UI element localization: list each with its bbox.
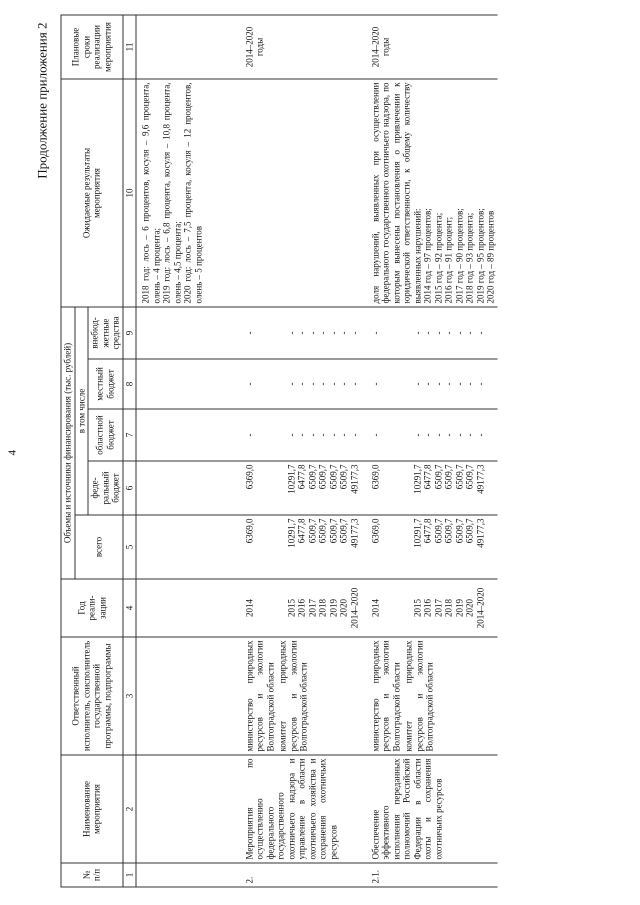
responsible-ministry: министерство природных ресурсов и экологии Волгоградской области [243,640,275,751]
col-number: 3 [122,637,136,755]
years-list: 2014 2015 2016 2017 2018 2019 2020 2014–2020 [236,579,362,637]
federal-values: 6369,0 10291,7 6477,8 6509,7 6509,7 6509,7 6509,7 49177,3 [362,461,497,515]
col-number: 5 [122,515,136,579]
years-list: 2014 2015 2016 2017 2018 2019 2020 2014–2020 [362,579,497,637]
program-table [60,14,497,887]
continuation-caption: Продолжение приложения 2 [34,22,49,179]
total-values: 6369,0 10291,7 6477,8 6509,7 6509,7 6509,7 6509,7 49177,3 [236,515,362,579]
header-total: всего [74,515,122,579]
header-year: Год реали- зации [61,579,123,637]
total-values: 6369,0 10291,7 6477,8 6509,7 6509,7 6509,7 6509,7 49177,3 [362,515,497,579]
regional-values: - - - - - - - - [236,409,362,461]
col-number: 11 [122,15,136,79]
header-including: в том числе [74,307,88,515]
col-number: 1 [122,863,136,887]
responsible-ministry: министерство природных ресурсов и экологии Волгоградской области [369,640,401,751]
row-number: 2. [236,863,362,887]
col-number: 7 [122,409,136,461]
local-values: - - - - - - - - [236,359,362,409]
col-number: 9 [122,307,136,359]
header-name: Наименование мероприятия [61,755,123,863]
page-number: 4 [6,449,18,455]
extrabudget-values: - - - - - - - - [362,307,497,359]
planned-terms: 2014–2020 годы [362,15,497,79]
header-local: местный бюджет [88,359,123,409]
table-row [362,15,497,887]
expected-results [236,79,362,307]
header-num: № п/п [61,863,123,887]
col-number: 2 [122,755,136,863]
header-responsible: Ответственный исполнитель, соисполнитель государственной программы, подпрограммы [61,637,123,755]
federal-values: 6369,0 10291,7 6477,8 6509,7 6509,7 6509,7 6509,7 49177,3 [236,461,362,515]
responsible-committee: комитет природных ресурсов и экологии Волгоградской области [403,640,434,751]
measure-name: Мероприятия по осуществлению федерального государственного охотничьего надзора и управление в области охотничьего хозяйства и сохранения охотничьих ресурсов [236,755,362,863]
carry-over-row [136,15,236,887]
col-number: 4 [122,579,136,637]
extrabudget-values: - - - - - - - - [236,307,362,359]
local-values: - - - - - - - - [362,359,497,409]
table-row [236,15,362,887]
header-terms: Плановые сроки реализации мероприятия [61,15,123,79]
planned-terms: 2014–2020 годы [236,15,362,79]
header-regional: областной бюджет [88,409,123,461]
responsible-executor [236,637,362,755]
header-financing: Объемы и источники финансирования (тыс. рублей) [61,307,75,579]
measure-name: Обеспечение эффективного исполнения переданных полномочий Российской Федерации в области охоты и сохранения охотничьих ресурсов [362,755,497,863]
header-results: Ожидаемые результаты мероприятия [61,79,123,307]
row-number: 2.1. [362,863,497,887]
carry-over-results: 2018 год: лось – 6 процентов, косуля – 9,6 процента, олень – 4 процента; 2019 год: лось – 6,8 процента, косуля – 10,8 процента, олень – 4,5 процента; 2020 год: лось – 7,5 процента, косуля – 12 процентов, олень – 5 процентов [136,79,236,307]
col-number: 6 [122,461,136,515]
column-number-row [122,15,136,887]
col-number: 10 [122,79,136,307]
responsible-committee: комитет природных ресурсов и экологии Волгоградской области [277,640,308,751]
col-number: 8 [122,359,136,409]
header-extrabudget: внебюд- жетные средства [88,307,123,359]
header-federal: феде- ральный бюджет [88,461,123,515]
regional-values: - - - - - - - - [362,409,497,461]
responsible-executor [362,637,497,755]
expected-results: доля нарушений, выявленных при осуществлении федерального государственного охотничьего надзора, по которым вынесены постановления о привлечении к юридической ответственности, к общему количеству выявленных нарушений: 2014 год – 97 процентов; 2015 год – 92 процента; 2016 год – 91 процент; 2017 год – 90 процентов; 2018 год – 93 процента; 2019 год – 95 процентов; 2020 год – 89 процентов [362,79,497,307]
